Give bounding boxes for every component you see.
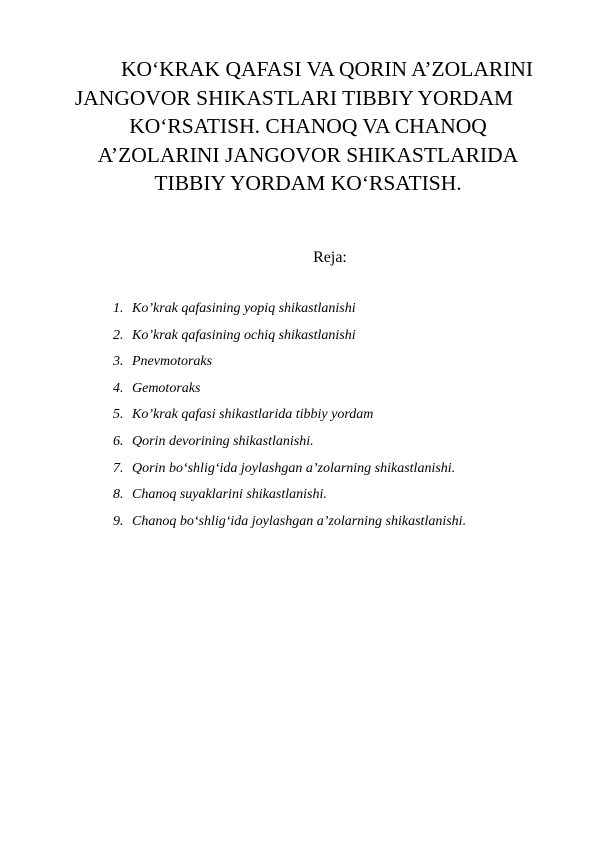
title-line: KO‘RSATISH. CHANOQ VA CHANOQ (129, 114, 487, 138)
list-item (113, 296, 466, 323)
list-item-number: 6. (113, 433, 124, 449)
list-item (113, 429, 466, 456)
list-item-number: 2. (113, 327, 124, 343)
title-line: JANGOVOR SHIKASTLARI TIBBIY YORDAM (74, 85, 514, 110)
list-item (113, 509, 466, 536)
list-item (113, 482, 466, 509)
list-item (113, 323, 466, 350)
title-line: TIBBIY YORDAM KO‘RSATISH. (154, 171, 462, 195)
plan-heading: Reja: (313, 249, 347, 266)
list-item (113, 376, 466, 403)
list-item-text: Ko’krak qafasining yopiq shikastlanishi (132, 301, 356, 316)
list-item (113, 402, 466, 429)
list-item-number: 5. (113, 407, 124, 423)
document-title (60, 55, 556, 198)
list-item-text: Qorin devorining shikastlanishi. (132, 433, 314, 449)
list-item-text: Ko’krak qafasining ochiq shikastlanishi (132, 327, 356, 343)
list-item-number: 8. (113, 487, 124, 503)
list-item-number: 3. (113, 354, 124, 370)
list-item-text: Ko’krak qafasi shikastlarida tibbiy yordam (132, 407, 374, 423)
list-item-number: 1. (113, 301, 124, 316)
list-item-text: Chanoq bo‘shlig‘ida joylashgan a’zolarning shikastlanishi. (132, 513, 467, 529)
title-line: KO‘KRAK QAFASI VA QORIN A’ZOLARINI (120, 57, 534, 81)
list-item-text: Pnevmotoraks (132, 354, 213, 370)
list-item-number: 4. (113, 380, 124, 396)
list-item (113, 349, 466, 376)
list-item (113, 456, 466, 483)
list-item-text: Gemotoraks (132, 380, 201, 396)
list-item-number: 7. (113, 460, 124, 476)
list-item-text: Qorin bo‘shlig‘ida joylashgan a’zolarning shikastlanishi. (132, 460, 456, 476)
plan-list (113, 296, 466, 535)
list-item-number: 9. (113, 513, 124, 529)
list-item-text: Chanoq suyaklarini shikastlanishi. (132, 487, 327, 503)
title-line: A’ZOLARINI JANGOVOR SHIKASTLARIDA (97, 142, 519, 167)
